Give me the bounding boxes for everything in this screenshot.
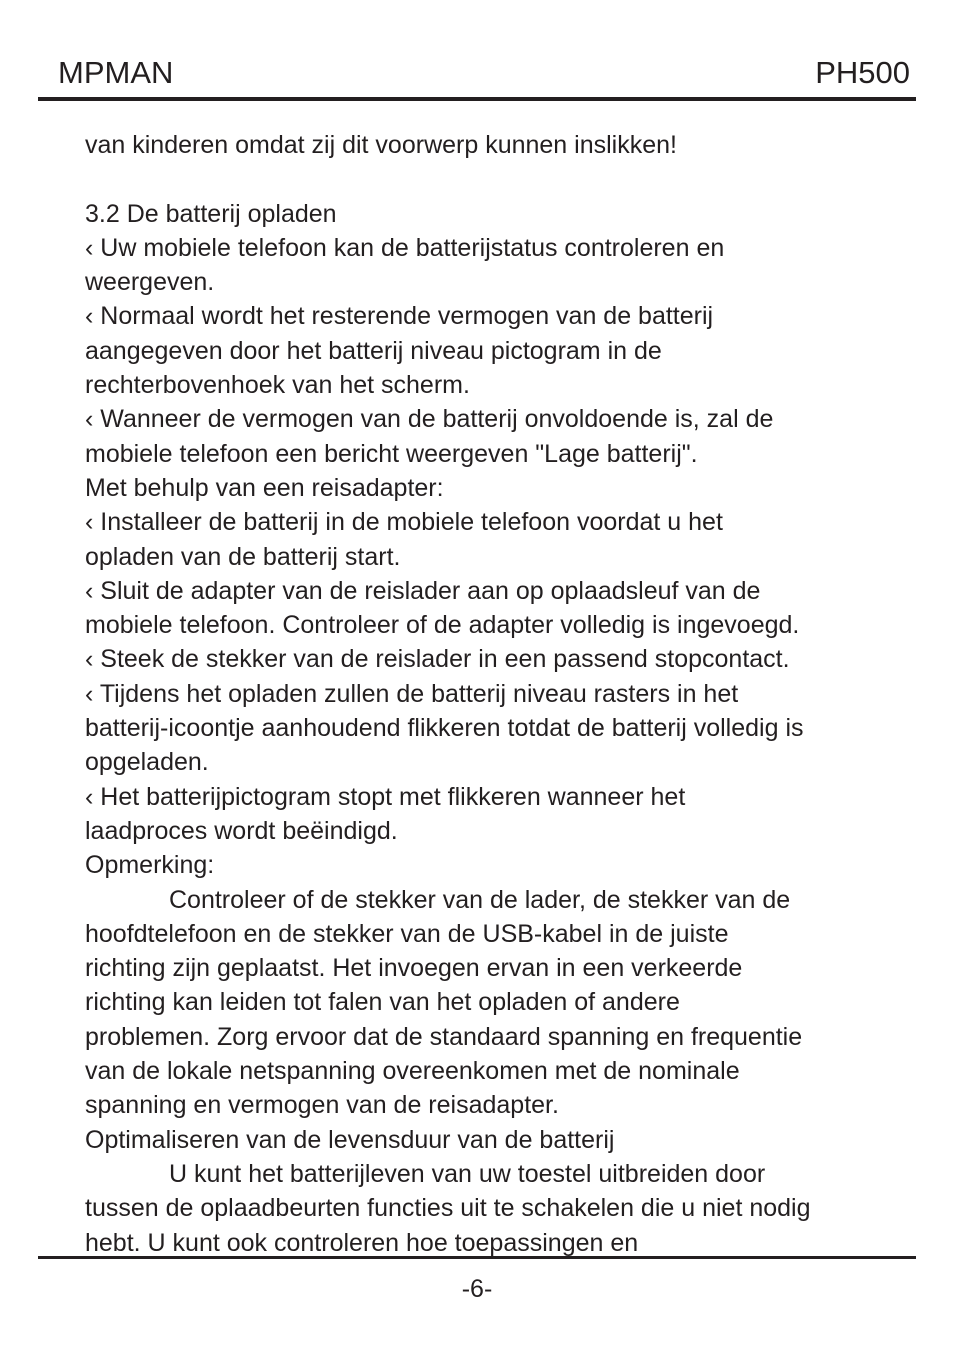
text-line: batterij-icoontje aanhoudend flikkeren totdat de batterij volledig is [85, 714, 804, 743]
text-line: opladen van de batterij start. [85, 542, 401, 571]
text-line: ‹ Tijdens het opladen zullen de batterij niveau rasters in het [85, 679, 739, 708]
text-line: richting kan leiden tot falen van het opladen of andere [85, 988, 680, 1017]
text-line: Optimaliseren van de levensduur van de batterij [85, 1125, 615, 1154]
text-line: ‹ Uw mobiele telefoon kan de batterijstatus controleren en [85, 233, 725, 262]
text-line: ‹ Wanneer de vermogen van de batterij onvoldoende is, zal de [85, 405, 774, 434]
text-line: ‹ Installeer de batterij in de mobiele telefoon voordat u het [85, 508, 723, 537]
text-line: ‹ Steek de stekker van de reislader in een passend stopcontact. [85, 645, 790, 674]
text-line: laadproces wordt beëindigd. [85, 816, 398, 845]
body-text [85, 128, 905, 1260]
blank-line [85, 162, 905, 196]
text-line: aangegeven door het batterij niveau pictogram in de [85, 336, 662, 365]
text-line: spanning en vermogen van de reisadapter. [85, 1091, 559, 1120]
text-line: mobiele telefoon. Controleer of de adapter volledig is ingevoegd. [85, 611, 800, 640]
text-line: van kinderen omdat zij dit voorwerp kunnen inslikken! [85, 131, 677, 159]
text-line: weergeven. [85, 268, 215, 297]
text-line: ‹ Sluit de adapter van de reislader aan op oplaadsleuf van de [85, 576, 761, 605]
header-model: PH500 [815, 55, 910, 90]
text-line: hebt. U kunt ook controleren hoe toepassingen en [85, 1228, 639, 1257]
text-line: van de lokale netspanning overeenkomen met de nominale [85, 1057, 740, 1086]
footer-divider [38, 1256, 916, 1259]
page-number: -6- [461, 1275, 493, 1303]
text-line: U kunt het batterijleven van uw toestel uitbreiden door [169, 1159, 766, 1188]
text-line: Met behulp van een reisadapter: [85, 473, 444, 502]
header-brand: MPMAN [58, 55, 174, 90]
text-line: Controleer of de stekker van de lader, de stekker van de [169, 885, 791, 914]
text-line: ‹ Het batterijpictogram stopt met flikkeren wanneer het [85, 782, 686, 811]
text-line: hoofdtelefoon en de stekker van de USB-kabel in de juiste [85, 919, 729, 948]
text-line: richting zijn geplaatst. Het invoegen ervan in een verkeerde [85, 954, 743, 983]
text-line: opgeladen. [85, 748, 209, 777]
header-divider [38, 97, 916, 101]
text-line: Opmerking: [85, 851, 215, 880]
text-line: 3.2 De batterij opladen [85, 199, 337, 228]
text-line: mobiele telefoon een bericht weergeven "Lage batterij". [85, 439, 698, 468]
text-line: tussen de oplaadbeurten functies uit te schakelen die u niet nodig [85, 1194, 811, 1223]
text-line: ‹ Normaal wordt het resterende vermogen van de batterij [85, 302, 714, 331]
text-line: problemen. Zorg ervoor dat de standaard spanning en frequentie [85, 1022, 803, 1051]
text-line: rechterbovenhoek van het scherm. [85, 371, 470, 400]
